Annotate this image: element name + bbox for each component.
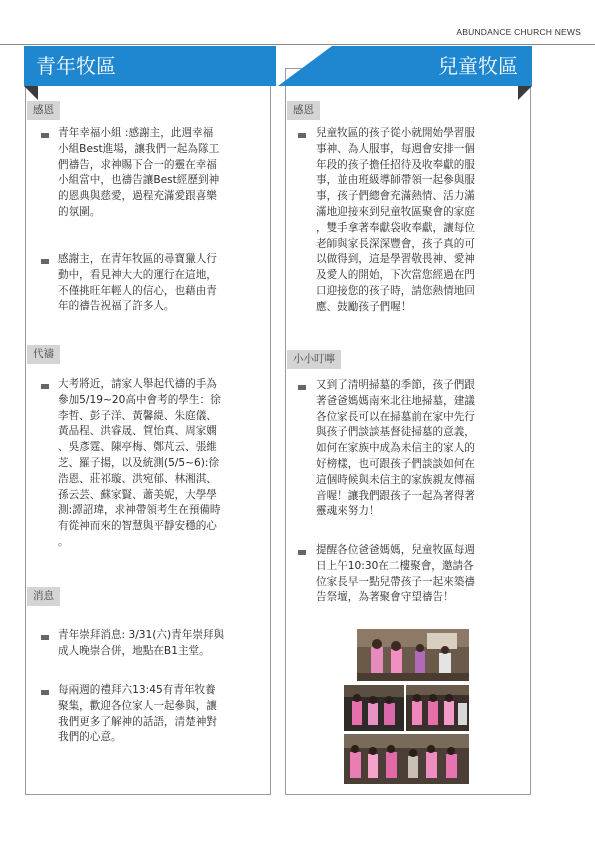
list-item: 兒童牧區的孩子從小就開始學習服 事神、為人服事，每週會安排一個 年段的孩子擔任招待及收奉獻的服 事，並由班級導師帶領一起參與服 事，孩子們總會充滿熱情、活力滿 滿地迎接來到兒童牧區聚會的家庭 ，雙手拿著奉獻袋收奉獻，讓每位 老師與家長深深豐會，孩子真的可 以做得到，這是學習敬畏神、愛神 及愛人的開始，下次當您經過在門 口迎接您的孩子時，請您熱情地回 應、鼓勵孩子們喔！	[316, 127, 475, 313]
list-item: 又到了清明掃墓的季節，孩子們跟 著爸爸媽媽南來北往地掃墓，建議 各位家長可以在掃墓前在家中先行 與孩子們談談基督徒掃墓的意義， 如何在家族中成為未信主的家人的 好榜樣，也可跟孩子們談談如何在 這個時候與未信主的家族親友傳福 音喔！讓我們跟孩子一起為著得著 靈魂來努力！	[316, 379, 475, 518]
bullet	[298, 385, 306, 390]
list-item: 提醒各位爸爸媽媽，兒童牧區每週 日上午10:30在二樓聚會，邀請各 位家長早一點兒帶孩子一起來築禱 告祭壇，為著聚會守望禱告！	[316, 544, 475, 604]
bullet	[41, 259, 49, 264]
bullet	[41, 133, 49, 138]
bullet	[298, 133, 306, 138]
list-item: 青年幸福小組 :感謝主，此週幸福 小組Best進場，讓我們一起為隊工 們禱告，求神賜下合一的靈在幸福 小組當中，也禱告讓Best經歷到神 的恩典與慈愛，過程充滿愛跟喜樂 的氛圍。	[58, 127, 220, 218]
bullet	[298, 550, 306, 555]
newsletter-name: ABUNDANCE CHURCH NEWS	[456, 27, 581, 37]
list-item: 青年崇拜消息: 3/31(六)青年崇拜與 成人晚崇合併，地點在B1主堂。	[58, 629, 225, 657]
youth-title-banner: 青年牧區	[24, 46, 276, 86]
children-banner-fold	[518, 86, 532, 100]
bullet	[41, 690, 49, 695]
children-ministry-photo-1	[357, 629, 469, 681]
section-tag-thanks: 感恩	[27, 101, 60, 120]
bullet	[41, 635, 49, 640]
list-item: 每兩週的禮拜六13:45有青年牧養 聚集，歡迎各位家人一起參與，讓 我們更多了解神的話語，清楚神對 我們的心意。	[58, 684, 217, 744]
children-ministry-photo-3	[406, 685, 469, 731]
children-title-banner: 兒童牧區	[332, 46, 532, 86]
youth-banner-fold	[24, 86, 38, 100]
children-ministry-photo-2	[344, 685, 404, 731]
header-rule	[0, 44, 595, 45]
children-banner-corner	[278, 46, 332, 86]
section-tag-reminder: 小小叮嚀	[287, 350, 341, 369]
list-item: 感謝主，在青年牧區的尋寶獵人行 動中，看見神大大的運行在這地， 不僅挑旺年輕人的信心，也藉由青 年的禱告祝福了許多人。	[58, 253, 217, 313]
section-tag-news: 消息	[27, 587, 60, 606]
section-tag-thanks: 感恩	[287, 101, 320, 120]
bullet	[41, 384, 49, 389]
children-ministry-photo-4	[344, 734, 469, 784]
list-item: 大考將近，請家人舉起代禱的手為 參加5/19~20高中會考的學生：徐 李哲、彭子洋、黃馨緹、朱庭儀、 黃品程、洪睿晟、賀怡真、周家嫻 、吳彥霆、陳亭梅、鄭芃云、張維 芝、羅子揚，以及統測(5/5~6):徐 浩恩、莊祁璇、洪宛郁、林湘淇、 孫云芸、蘇家賢、蕭美妮，大學學 測:譚詔瑋，求神帶領考生在預備時 有從神而來的智慧與平靜安穩的心 。	[58, 378, 221, 548]
section-tag-prayer: 代禱	[27, 345, 60, 364]
